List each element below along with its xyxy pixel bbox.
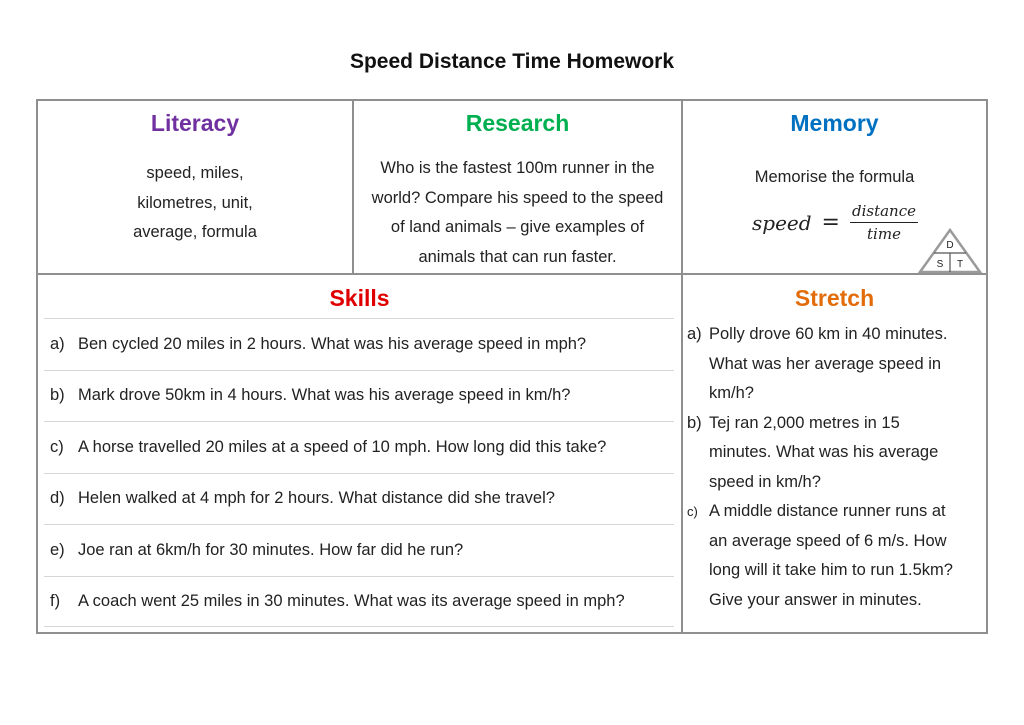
question-text: A horse travelled 20 miles at a speed of 10 mph. How long did this take?	[78, 437, 607, 456]
formula-equals: =	[821, 210, 840, 235]
skill-question	[44, 318, 674, 370]
question-letter: a)	[50, 334, 65, 353]
question-line: A middle distance runner runs at	[709, 502, 946, 520]
formula-numerator: distance	[850, 202, 918, 223]
skill-question	[44, 370, 674, 422]
question-line: Tej ran 2,000 metres in 15	[709, 413, 900, 432]
stretch-question	[687, 409, 987, 498]
research-text	[354, 154, 681, 272]
skills-heading: Skills	[329, 285, 390, 311]
question-letter: a)	[687, 325, 702, 343]
question-letter: d)	[50, 489, 65, 508]
question-text: Joe ran at 6km/h for 30 minutes. How far did he run?	[78, 540, 464, 559]
question-text: A coach went 25 miles in 30 minutes. What was its average speed in mph?	[78, 591, 625, 610]
skills-list	[44, 318, 674, 627]
research-line: of land animals – give examples of	[390, 218, 645, 236]
stretch-heading: Stretch	[794, 285, 875, 311]
research-line: animals that can run faster.	[418, 247, 617, 266]
question-line: What was her average speed in	[709, 354, 942, 373]
question-line: km/h?	[709, 384, 754, 402]
literacy-line: average, formula	[133, 223, 257, 241]
skill-question	[44, 421, 674, 473]
formula-lhs: speed	[752, 210, 812, 235]
question-letter: b)	[687, 413, 702, 432]
question-letter: c)	[50, 437, 64, 456]
question-letter: b)	[50, 386, 65, 405]
stretch-list	[687, 320, 987, 615]
triangle-right-label: T	[956, 259, 964, 270]
literacy-words	[38, 159, 352, 248]
research-line: Who is the fastest 100m runner in the	[380, 159, 655, 177]
question-line: an average speed of 6 m/s. How	[709, 531, 947, 550]
stretch-question	[687, 320, 987, 409]
question-text: Helen walked at 4 mph for 2 hours. What distance did she travel?	[78, 489, 555, 508]
question-line: minutes. What was his average	[709, 443, 939, 461]
question-text: Ben cycled 20 miles in 2 hours. What was his average speed in mph?	[78, 334, 587, 353]
row-divider	[36, 273, 988, 275]
question-letter: f)	[50, 591, 61, 610]
literacy-line: speed, miles,	[146, 164, 244, 182]
question-line: speed in km/h?	[709, 472, 821, 491]
memory-heading: Memory	[790, 110, 879, 136]
skill-question	[44, 473, 674, 525]
memory-instruction: Memorise the formula	[754, 168, 915, 186]
literacy-heading: Literacy	[150, 110, 240, 136]
research-heading: Research	[465, 110, 570, 136]
literacy-line: kilometres, unit,	[137, 193, 253, 212]
question-line: Give your answer in minutes.	[709, 590, 922, 609]
question-letter: e)	[50, 540, 65, 559]
question-text: Mark drove 50km in 4 hours. What was his average speed in km/h?	[78, 386, 571, 405]
speed-formula	[752, 202, 918, 243]
skill-question	[44, 524, 674, 576]
question-line: long will it take him to run 1.5km?	[709, 561, 953, 579]
question-line: Polly drove 60 km in 40 minutes.	[709, 325, 948, 343]
research-line: world? Compare his speed to the speed	[371, 188, 664, 207]
triangle-top-label: D	[946, 240, 954, 251]
formula-denominator: time	[867, 225, 901, 243]
question-letter: c)	[687, 504, 698, 519]
skill-question	[44, 576, 674, 628]
triangle-left-label: S	[936, 259, 944, 270]
formula-fraction	[850, 202, 918, 243]
dst-triangle-icon	[918, 228, 982, 274]
stretch-question	[687, 497, 987, 615]
page-title: Speed Distance Time Homework	[349, 50, 675, 73]
